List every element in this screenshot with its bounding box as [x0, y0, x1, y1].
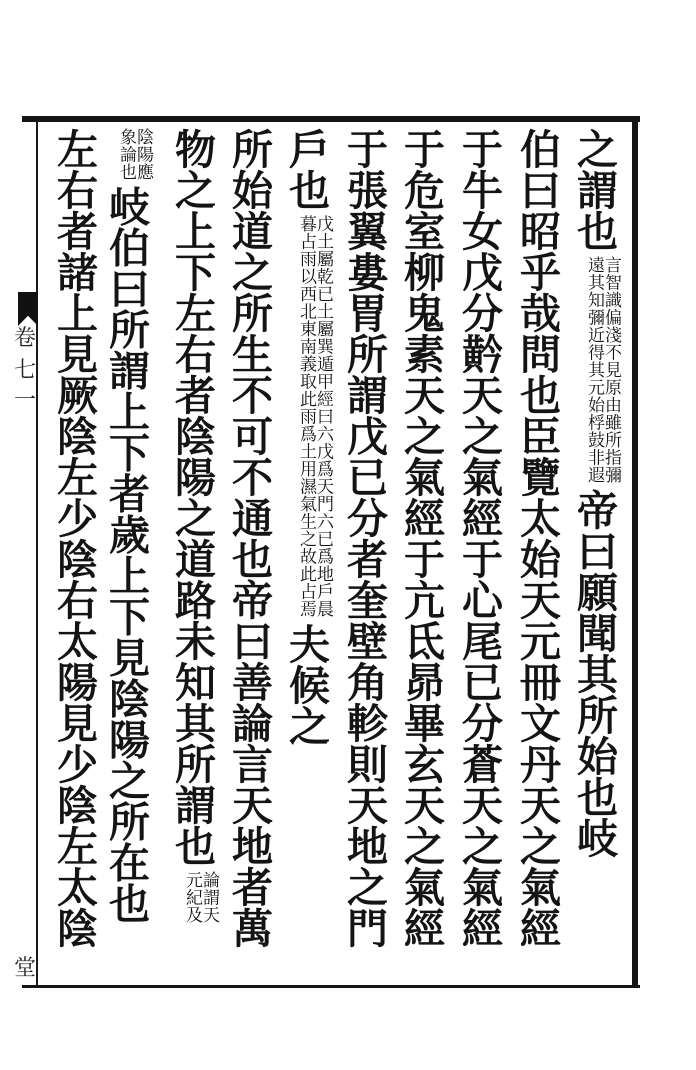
main-text: 于牛女戊分黅天之氣經于心尾已分蒼天之氣經 [455, 128, 503, 948]
text-column-7 [227, 128, 271, 948]
main-text: 戶也 [282, 128, 330, 210]
text-column-5 [342, 128, 386, 948]
text-column-6 [284, 128, 331, 746]
main-text: 伯曰昭乎哉問也臣覽太始天元冊文丹天之氣經 [513, 128, 561, 948]
annotation-left-line: 象論也 [116, 128, 136, 181]
annotation [117, 128, 151, 181]
frame-top-border [22, 116, 640, 122]
main-text: 物之上下左右者陰陽之道路未知其所謂也 [168, 128, 216, 866]
annotation [183, 871, 217, 924]
fish-tail-mark [18, 292, 38, 326]
margin-mark-number-2: 一 [14, 388, 37, 413]
text-column-3 [457, 128, 501, 948]
main-text: 所始道之所生不可不通也帝曰善論言天地者萬 [225, 128, 273, 948]
margin-mark-volume: 卷 [14, 326, 37, 351]
main-text: 左右者諸上見厥陰左少陰右太陽見少陰左太陰 [50, 128, 98, 948]
annotation-right-line: 言智識偏淺不見原由雖所指彌 [601, 256, 621, 484]
frame-bottom-border [22, 985, 640, 988]
main-text: 夫候之 [282, 622, 330, 746]
annotation-left-line: 遠其知彌近得其元始桴鼓非遐 [584, 256, 604, 484]
main-text: 之謂也 [570, 128, 618, 251]
main-text: 于張翼婁胃所謂戊已分者奎壁角軫則天地之門 [340, 128, 388, 948]
margin-mark-number: 七 [14, 358, 37, 383]
text-column-9 [104, 128, 151, 924]
annotation [297, 215, 331, 618]
text-column-10 [52, 128, 96, 948]
fold-line [36, 122, 38, 986]
annotation-left-line: 元紀及 [182, 871, 202, 924]
text-column-2 [515, 128, 559, 948]
text-column-4 [399, 128, 443, 948]
frame-right-border [632, 116, 638, 988]
annotation-left-line: 暮占雨以西北東南義取此雨爲土用濕氣生之故此占焉 [296, 215, 316, 618]
main-text: 岐伯曰所謂上下者歲上下見陰陽之所在也 [102, 185, 150, 924]
annotation-right-line: 戊土屬乾已土屬巽遁甲經曰六戊爲天門六已爲地戶晨 [313, 215, 333, 618]
main-text: 帝曰願聞其所始也岐 [570, 488, 618, 858]
main-text: 于危室柳鬼素天之氣經于亢氐昴畢玄天之氣經 [397, 128, 445, 948]
margin-mark-hall: 堂 [14, 956, 37, 981]
annotation-right-line: 論謂天 [199, 871, 219, 924]
annotation [585, 256, 619, 484]
text-column-1 [572, 128, 619, 858]
annotation-right-line: 陰陽應 [133, 128, 153, 181]
text-column-8 [170, 128, 217, 924]
